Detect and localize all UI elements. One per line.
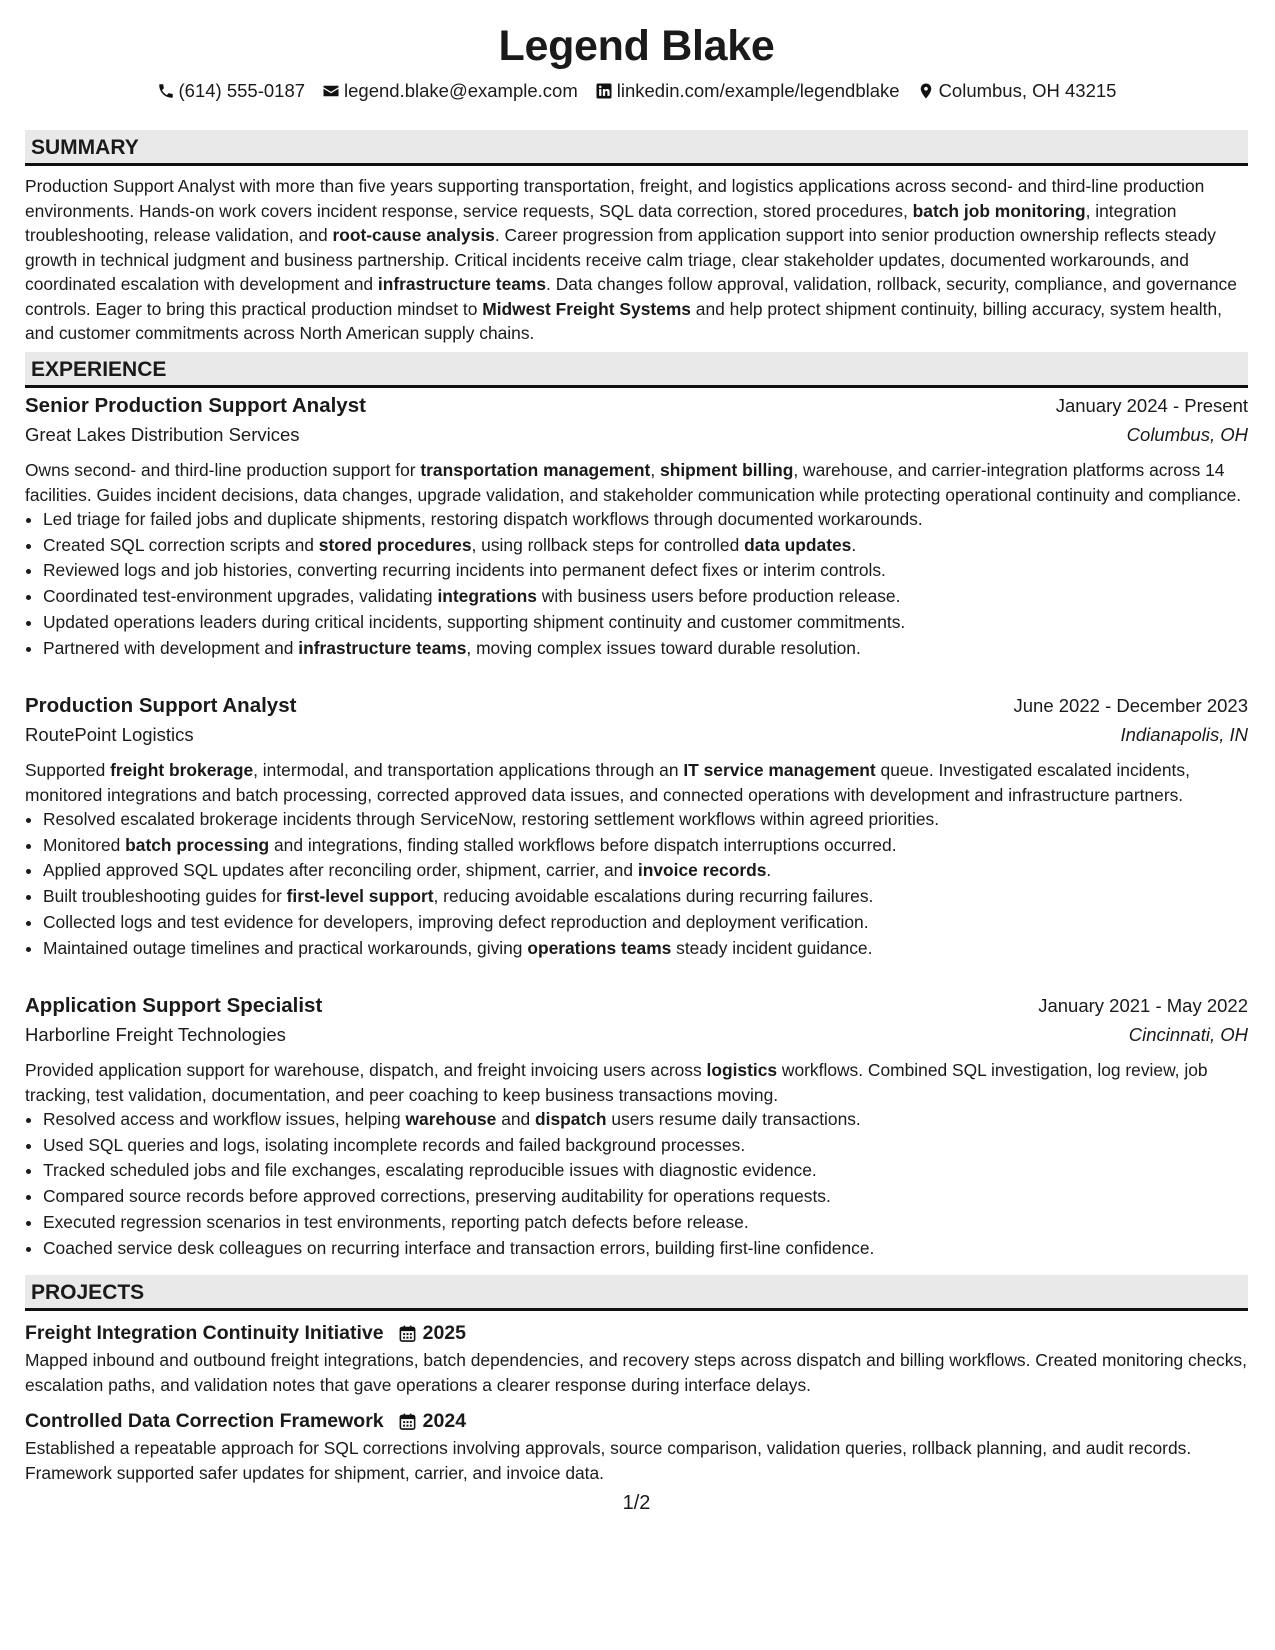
contact-linkedin[interactable] bbox=[595, 80, 900, 102]
linkedin-icon bbox=[595, 82, 613, 100]
bold-keyword: infrastructure teams bbox=[298, 637, 467, 658]
bullet-item: • Coached service desk colleagues on recurring interface and transaction errors, building first-line confidence. bbox=[43, 1236, 1248, 1262]
job-location: Cincinnati, OH bbox=[1128, 1024, 1248, 1045]
job-company: RoutePoint Logistics bbox=[25, 724, 194, 745]
bullet-item: • Used SQL queries and logs, isolating incomplete records and failed background processes. bbox=[43, 1133, 1248, 1159]
bold-keyword: freight brokerage bbox=[110, 760, 254, 780]
job-bullets bbox=[25, 1107, 1248, 1261]
bullet-item: • Applied approved SQL updates after reconciling order, shipment, carrier, and invoice records. bbox=[43, 858, 1248, 884]
experience-section bbox=[25, 352, 1248, 388]
bold-keyword: batch job monitoring bbox=[912, 200, 1086, 221]
project-year: 2024 bbox=[422, 1409, 467, 1432]
bold-keyword: operations teams bbox=[527, 937, 672, 958]
bullet-item: • Tracked scheduled jobs and file exchanges, escalating reproducible issues with diagnostic evidence. bbox=[43, 1158, 1248, 1184]
bold-keyword: IT service management bbox=[683, 760, 876, 780]
bold-keyword: data updates bbox=[744, 534, 852, 555]
calendar-icon bbox=[398, 1412, 417, 1431]
bullet-item: • Reviewed logs and job histories, converting recurring incidents into permanent defect fixes or interim controls. bbox=[43, 558, 1248, 584]
bullet-item: • Coordinated test-environment upgrades, validating integrations with business users before production release. bbox=[43, 584, 1248, 610]
summary-section bbox=[25, 130, 1248, 346]
linkedin-text: linkedin.com/example/legendblake bbox=[616, 80, 900, 101]
projects-section bbox=[25, 1275, 1248, 1311]
job-entry bbox=[25, 694, 1248, 961]
summary-heading: SUMMARY bbox=[25, 130, 1248, 166]
projects-heading: PROJECTS bbox=[25, 1275, 1248, 1311]
bold-keyword: root-cause analysis bbox=[332, 225, 495, 245]
bullet-item: • Collected logs and test evidence for developers, improving defect reproduction and deployment verification. bbox=[43, 910, 1248, 936]
bold-keyword: infrastructure teams bbox=[377, 274, 547, 294]
bullet-item: • Executed regression scenarios in test environments, reporting patch defects before release. bbox=[43, 1210, 1248, 1236]
job-location: Indianapolis, IN bbox=[1120, 724, 1248, 745]
bold-keyword: invoice records bbox=[637, 860, 767, 881]
bullet-item: • Updated operations leaders during critical incidents, supporting shipment continuity and customer commitments. bbox=[43, 610, 1248, 636]
email-text: legend.blake@example.com bbox=[344, 80, 578, 101]
job-entry bbox=[25, 994, 1248, 1261]
page-number: 1/2 bbox=[622, 1492, 651, 1514]
contact-email[interactable] bbox=[322, 80, 578, 102]
job-title: Senior Production Support Analyst bbox=[25, 394, 366, 417]
envelope-icon bbox=[322, 82, 340, 100]
bullet-item: • Built troubleshooting guides for first-level support, reducing avoidable escalations during recurring failures. bbox=[43, 884, 1248, 910]
bullet-item: • Partnered with development and infrastructure teams, moving complex issues toward durable resolution. bbox=[43, 636, 1248, 662]
project-title: Controlled Data Correction Framework bbox=[25, 1409, 384, 1432]
job-entry bbox=[25, 394, 1248, 661]
project-description: Mapped inbound and outbound freight integrations, batch dependencies, and recovery steps across dispatch and billing workflows. Created monitoring checks, escalation paths, and validation notes that gave operations a clearer response during interface delays. bbox=[25, 1350, 1247, 1395]
contact-bar bbox=[25, 80, 1248, 102]
job-bullets bbox=[25, 807, 1248, 961]
bold-keyword: first-level support bbox=[286, 886, 434, 907]
job-dates: January 2021 - May 2022 bbox=[1038, 995, 1248, 1016]
contact-location bbox=[917, 80, 1117, 102]
map-pin-icon bbox=[917, 82, 935, 100]
bold-keyword: batch processing bbox=[125, 834, 270, 855]
calendar-icon bbox=[398, 1324, 417, 1343]
resume-page bbox=[25, 0, 1248, 1650]
bullet-item: • Resolved escalated brokerage incidents through ServiceNow, restoring settlement workflows within agreed priorities. bbox=[43, 807, 1248, 833]
project-entry bbox=[25, 1318, 1248, 1397]
summary-text: Production Support Analyst with more than five years supporting transportation, freight, and logistics applications across second- and third-line production environments. Hands-on work covers incident response, service requests, SQL data correction, stored procedures, batch job monitoring, integration troubleshooting, release validation, and root-cause analysis. Career progression from application support into senior production ownership reflects steady growth in technical judgment and business partnership. Critical incidents receive calm triage, clear stakeholder updates, documented workarounds, and coordinated escalation with development and infrastructure teams. Data changes follow approval, validation, rollback, security, compliance, and governance controls. Eager to bring this practical production mindset to Midwest Freight Systems and help protect shipment continuity, billing accuracy, system health, and customer commitments across North American supply chains. bbox=[25, 176, 1237, 343]
bold-keyword: warehouse bbox=[405, 1109, 497, 1129]
bullet-item: • Resolved access and workflow issues, helping warehouse and dispatch users resume daily transactions. bbox=[43, 1107, 1248, 1133]
bold-keyword: logistics bbox=[706, 1060, 778, 1080]
experience-heading: EXPERIENCE bbox=[25, 352, 1248, 388]
project-entry bbox=[25, 1406, 1248, 1485]
bold-keyword: integrations bbox=[437, 586, 537, 607]
job-description: Owns second- and third-line production support for transportation management, shipment billing, warehouse, and carrier-integration platforms across 14 facilities. Guides incident decisions, data changes, upgrade validation, and stakeholder communication while protecting operational continuity and compliance. bbox=[25, 460, 1242, 505]
bold-keyword: dispatch bbox=[535, 1109, 607, 1129]
bullet-item: • Led triage for failed jobs and duplicate shipments, restoring dispatch workflows through documented workarounds. bbox=[43, 507, 1248, 533]
job-description: Supported freight brokerage, intermodal, and transportation applications through an IT service management queue. Investigated escalated incidents, monitored integrations and batch processing, corrected approved data issues, and connected operations with development and infrastructure partners. bbox=[25, 760, 1190, 805]
bold-keyword: stored procedures bbox=[318, 534, 472, 555]
phone-icon bbox=[157, 82, 175, 100]
job-description: Provided application support for warehouse, dispatch, and freight invoicing users across logistics workflows. Combined SQL investigation, log review, job tracking, test validation, documentation, and peer coaching to keep business transactions moving. bbox=[25, 1060, 1208, 1105]
job-dates: June 2022 - December 2023 bbox=[1013, 695, 1248, 716]
project-description: Established a repeatable approach for SQL corrections involving approvals, source comparison, validation queries, rollback planning, and audit records. Framework supported safer updates for shipment, carrier, and invoice data. bbox=[25, 1438, 1192, 1483]
job-title: Application Support Specialist bbox=[25, 994, 323, 1017]
project-year: 2025 bbox=[422, 1321, 466, 1344]
job-title: Production Support Analyst bbox=[25, 694, 297, 717]
job-dates: January 2024 - Present bbox=[1055, 395, 1248, 416]
location-text: Columbus, OH 43215 bbox=[938, 80, 1117, 101]
bullet-item: • Monitored batch processing and integrations, finding stalled workflows before dispatch interruptions occurred. bbox=[43, 833, 1248, 859]
bold-keyword: transportation management bbox=[420, 460, 651, 480]
bullet-item: • Maintained outage timelines and practical workarounds, giving operations teams steady incident guidance. bbox=[43, 936, 1248, 962]
job-bullets bbox=[25, 507, 1248, 661]
project-title: Freight Integration Continuity Initiative bbox=[25, 1321, 384, 1344]
job-company: Harborline Freight Technologies bbox=[25, 1024, 286, 1045]
phone-text: (614) 555-0187 bbox=[178, 80, 306, 101]
bullet-item: • Compared source records before approved corrections, preserving auditability for operations requests. bbox=[43, 1184, 1248, 1210]
contact-phone[interactable] bbox=[157, 80, 306, 102]
job-company: Great Lakes Distribution Services bbox=[25, 424, 300, 445]
job-location: Columbus, OH bbox=[1126, 424, 1248, 445]
candidate-name: Legend Blake bbox=[498, 22, 775, 70]
bullet-item: • Created SQL correction scripts and stored procedures, using rollback steps for controlled data updates. bbox=[43, 533, 1248, 559]
bold-keyword: shipment billing bbox=[660, 460, 794, 480]
bold-keyword: Midwest Freight Systems bbox=[482, 298, 691, 319]
